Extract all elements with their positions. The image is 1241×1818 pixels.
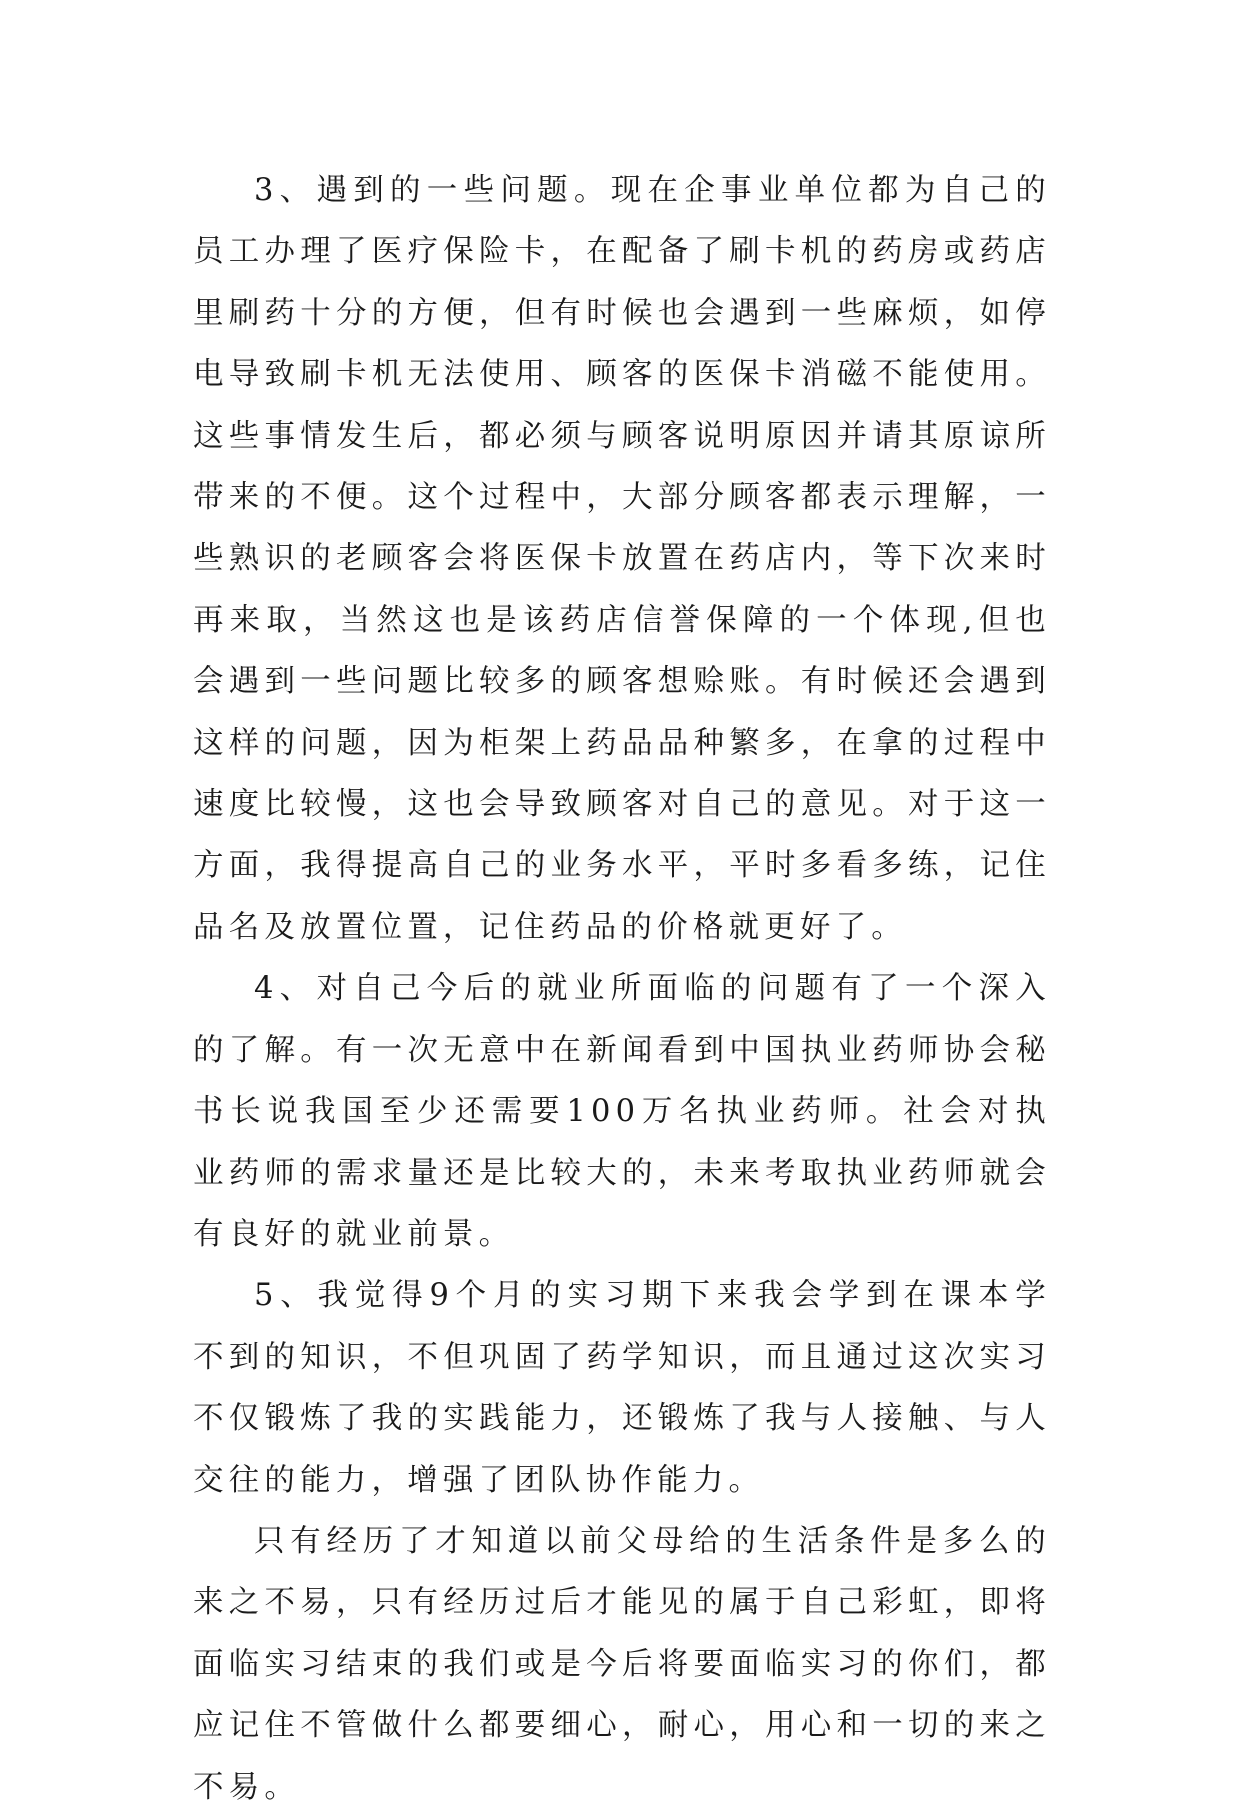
paragraph-3: 3、遇到的一些问题。现在企事业单位都为自己的员工办理了医疗保险卡，在配备了刷卡机的药房或药店里刷药十分的方便，但有时候也会遇到一些麻烦，如停电导致刷卡机无法使用、顾客的医保卡消磁不能使用。这些事情发生后，都必须与顾客说明原因并请其原谅所带来的不便。这个过程中，大部分顾客都表示理解，一些熟识的老顾客会将医保卡放置在药店内，等下次来时再来取，当然这也是该药店信誉保障的一个体现,但也会遇到一些问题比较多的顾客想赊账。有时候还会遇到这样的问题，因为柜架上药品品种繁多，在拿的过程中速度比较慢，这也会导致顾客对自己的意见。对于这一方面，我得提高自己的业务水平，平时多看多练，记住品名及放置位置，记住药品的价格就更好了。 — [193, 173, 1051, 945]
document-body — [193, 160, 1051, 1818]
paragraph-conclusion: 只有经历了才知道以前父母给的生活条件是多么的来之不易，只有经历过后才能见的属于自己彩虹，即将面临实习结束的我们或是今后将要面临实习的你们，都应记住不管做什么都要细心，耐心，用心和一切的来之不易。 — [193, 1523, 1051, 1805]
paragraph-5: 5、我觉得9个月的实习期下来我会学到在课本学不到的知识，不但巩固了药学知识，而且通过这次实习不仅锻炼了我的实践能力，还锻炼了我与人接触、与人交往的能力，增强了团队协作能力。 — [193, 1278, 1051, 1498]
paragraph-4: 4、对自己今后的就业所面临的问题有了一个深入的了解。有一次无意中在新闻看到中国执业药师协会秘书长说我国至少还需要100万名执业药师。社会对执业药师的需求量还是比较大的，未来考取执业药师就会有良好的就业前景。 — [193, 971, 1051, 1252]
